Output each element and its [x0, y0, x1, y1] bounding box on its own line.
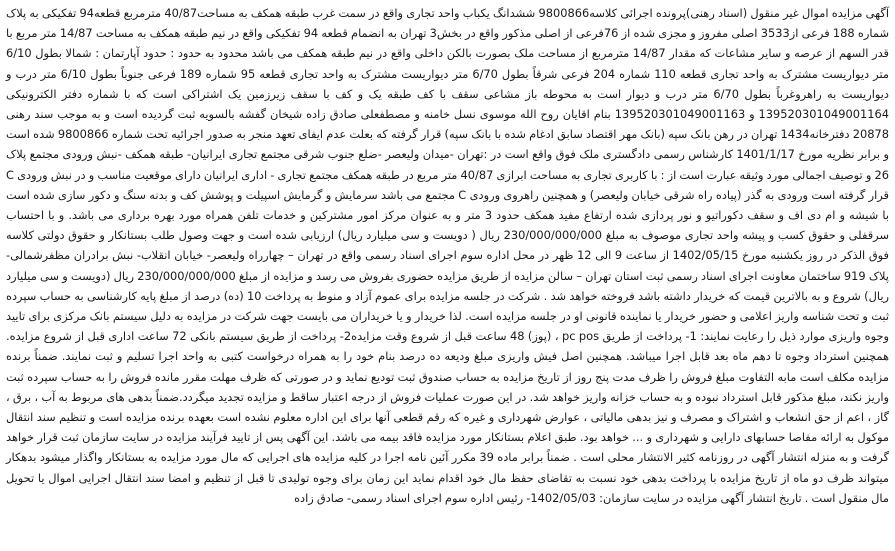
auction-notice-text: آگهی مزایده اموال غیر منقول (اسناد رهنی)پرونده اجرائی کلاسه9800866 ششدانگ یکباب واحد تجاری واقع در سمت غرب طبقه همکف به مساحت40/87 مترمربع قطعه94 تفکیکی به پلاک شماره 188 فرعی از3533 اصلی مفروز و مجزی شده از 76فرعی از اصلی مذکور واقع در بخش3 تهران به انضمام قطعه 94 تفکیکی واقع در نیم طبقه همکف به مساحت 14/87 متر مربع با قدر السهم از عرصه و سایر مشاعات که مقدار 14/87 مترمربع از مساحت ملک بصورت بالکن داخلی واقع در نیم طبقه همکف می باشد محدود به حدود : حدود آپارتمان : شمالا بطول 6/10 متر دیواریست مشترک به واحد تجاری قطعه 110 شماره 204 فرعی شرقاً بطول 6/70 متر دیواریست مشترک به واحد تجاری قطعه 95 شماره 189 فرعی جنوباً بطول 6/10 متر درب و دیواریست به راهروغرباً بطول 6/70 متر درب و دیوار است به محوطه باز مشاعی سقف با کف طبقه یک و کف با سقف زیرزمین یک اشتراکی است که با شماره دفتر الکترونیکی 139520301049001164 و 139520301049001163 بنام اقایان روح الله موسوی نسل خامنه و مصطفعلی صادق زاده شیخان گفشه بالسویه ثبت گردیده است و به موجب سند رهنی 20878 دفترخانه1434 تهران در رهن بانک سپه (بانک مهر اقتصاد سابق ادغام شده با بانک سپه) قرار گرفته که بعلت عدم ایفای تعهد منجر به صدور اجرائیه تحت شماره 9800866 شده است و برابر نظریه مورخ 1401/1/17 کارشناس رسمی دادگستری ملک فوق واقع است در :تهران -میدان ولیعصر -ضلع جنوب شرقی مجتمع تجاری ایرانیان- طبقه همکف -نبش ورودی مجتمع پلاک 26 و توصیف اجمالی مورد وثیقه عبارت است از : با کاربری تجاری به مساحت ابرازی 40/87 متر مربع در طبقه همکف مجتمع تجاری - اداری ایرانیان دارای موقعیت مناسب و در نبش ورودی C قرار گرفته است ورودی به گذر (پیاده راه شرقی خیابان ولیعصر) و همچنین راهروی ورودی C مجتمع می باشد سرمایش و گرمایش اسپیلت و پوشش کف و بدنه سنگ و دکور سازی شده است با شیشه و ام دی اف و سقف دکوراتیو و نور پردازی شده ارتفاع مفید همکف حدود 3 متر و به عنوان مرکز امور مشترکین و خدمات تلفن همراه مورد بهره برداری می باشد. و با احتساب سرقفلی و حقوق کسب و پیشه واحد تجاری موصوف به مبلغ 230/000/000/000 ریال ( دویست و سی میلیارد ریال) ارزیابی شده است و جهت وصول طلب بستانکار و حقوق دولتی کلاسه فوق الذکر در روز یکشنبه مورخ 1402/05/15 از ساعت 9 الی 12 ظهر در محل اداره سوم اجرای اسناد رسمی واقع در تهران – چهارراه ولیعصر- خیابان انقلاب- نبش برادران مظفرشمالی- پلاک 919 ساختمان معاونت اجرای اسناد رسمی ثبت استان تهران – سالن مزایده از طریق مزایده حضوری بفروش می رسد و مزایده از مبلغ 230/000/000/000 ریال (دویست و سی میلیارد ریال) شروع و به بالاترین قیمت که خریدار داشته باشد فروخته خواهد شد . شرکت در جلسه مزایده برای عموم آزاد و منوط به پرداخت 10 (ده) درصد از مبلغ پایه کارشناسی به حساب سپرده ثبت و تحت شناسه واریز اعلامی و حضور خریدار یا نماینده قانونی او در جلسه مزایده است. لذا خریدار و یا خریداران می بایست جهت شرکت در مزایده به دلیل سیستم بانک مرکزی برای تایید وجوه واریزی موارد ذیل را رعایت نمایند: 1- پرداخت از طریق pc pos ، (پوز) 48 ساعت قبل از شروع وقت مزایده2- پرداخت از طریق سیستم بانکی 72 ساعت اداری قبل از شروع مزایده. همچنین استرداد وجوه تا دهم ماه بعد قابل اجرا میباشد. همچنین اصل فیش واریزی مبلغ ودیعه ده درصد بنام خود را به همراه درخواست کتبی به واحد اجرا تسلیم و ثبت نمایند. ضمناً برنده مزایده مکلف است مابه التفاوت مبلغ فروش را ظرف مدت پنج روز از تاریخ مزایده به حساب صندوق ثبت تودیع نماید و در صورتی که ظرف مهلت مقرر مانده فروش را به حساب سپرده ثبت واریز نکند، مبلغ مذکور قابل استرداد نبوده و به حساب خزانه واریز خواهد شد. در این صورت عملیات فروش از درجه اعتبار ساقط و مزایده تجدید میگردد.ضمناً بدهی های مربوط به آب ، برق ، گاز ، اعم از حق انشعاب و اشتراک و مصرف و نیز بدهی مالیاتی ، عوارض شهرداری و غیره که رقم قطعی آنها برای این اداره معلوم نشده است بعهده برنده مزایده است و تنظیم سند انتقال موکول به ارائه مفاصا حسابهای دارایی و شهرداری و ... خواهد بود. طبق اعلام بستانکار مورد مزایده فاقد بیمه می باشد. این آگهی پس از تایید فرآیند مزایده در سایت سازمان ثبت قرار خواهد گرفت و به منزله انتشار آگهی در روزنامه کثیر الانتشار محلی است . ضمناً برابر ماده 39 مکرر آئین نامه اجرا در کلیه مزایده های اجرایی که مال مورد مزایده به بستانکار واگذار میشود بدهکار میتواند ظرف دو ماه از تاریخ مزایده با پرداخت بدهی خود نسبت به تقاضای حفظ مال خود اقدام نماید این زمان برای وجوه تولیدی تا قبل از تنظیم و امضا سند انتقال اجرایی اموال یا تحویل مال منقول است . تاریخ انتشار آگهی مزایده در سایت سازمان: 1402/05/03- رئیس اداره سوم اجرای اسناد رسمی- صادق زاده	[6, 6, 890, 505]
